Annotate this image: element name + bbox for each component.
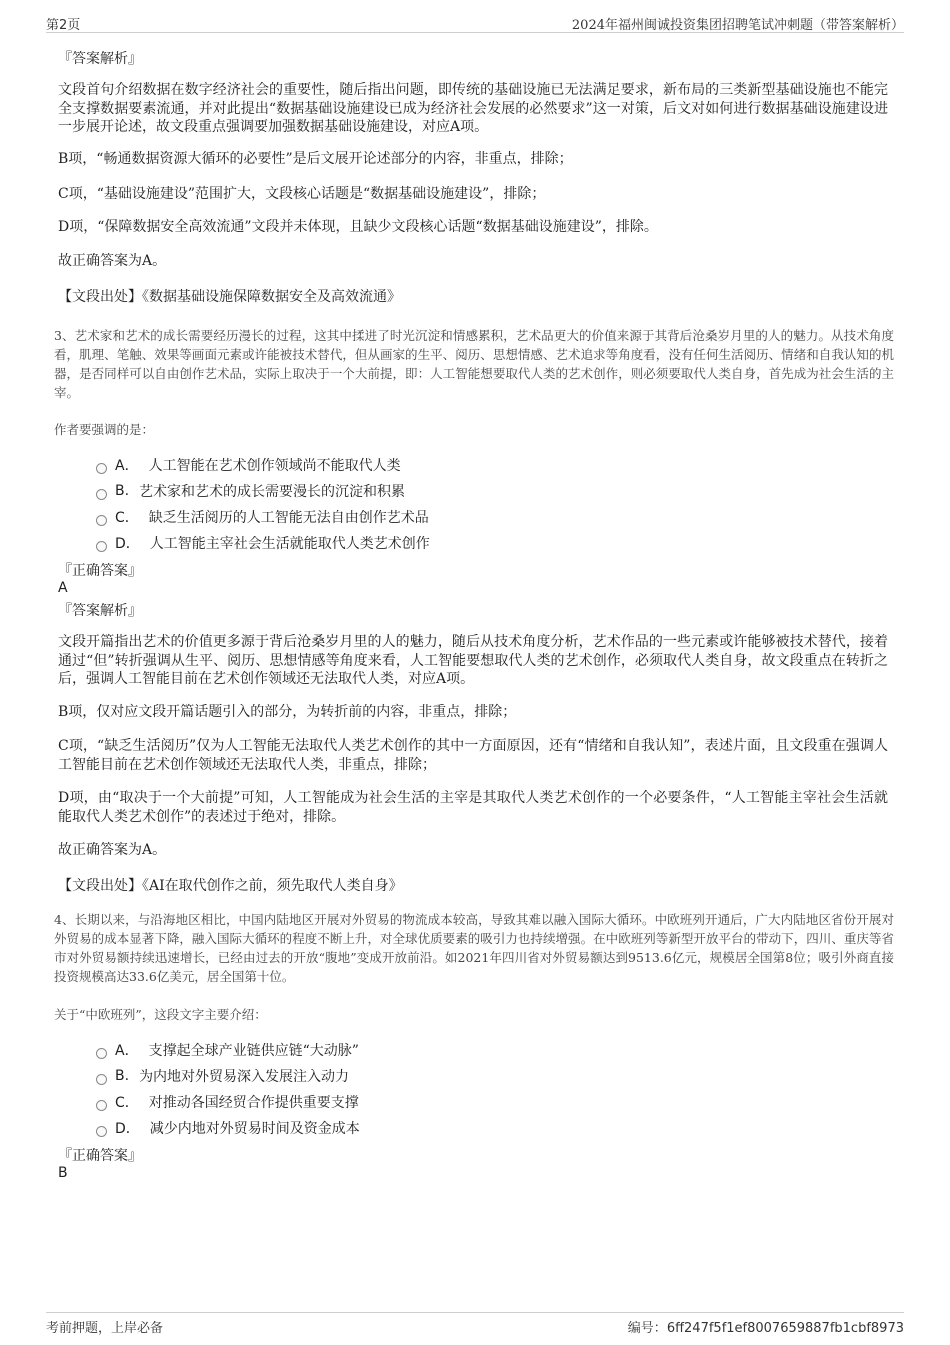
q3-analysis-para: 文段开篇指出艺术的价值更多源于背后沧桑岁月里的人的魅力，随后从技术角度分析，艺术作品的一些元素或许能够被技术替代，接着通过“但”转折强调从生平、阅历、思想情感等角度来看，人工智能要想取代人类的艺术创作，必须取代人类自身，故文段重点在转折之后，强调人工智能目前在艺术创作领域还无法取代人类，对应A项。 [58, 634, 888, 687]
q3-answer-label: 『正确答案』 [58, 563, 142, 579]
option-text: 支撑起全球产业链供应链“大动脉” [148, 1043, 359, 1059]
q3-source: 【文段出处】《AI在取代创作之前，须先取代人类自身》 [58, 878, 403, 894]
q3-answer: A [58, 580, 68, 596]
radio-icon[interactable] [96, 1100, 107, 1111]
q3-answer-line: 故正确答案为A。 [58, 842, 167, 858]
q4-answer: B [58, 1165, 68, 1181]
option-letter: A． [115, 458, 139, 474]
q3-option-c[interactable] [96, 507, 429, 527]
option-text: 为内地对外贸易深入发展注入动力 [139, 1069, 350, 1085]
q2-analysis-para: B项，“畅通数据资源大循环的必要性”是后文展开论述部分的内容，非重点，排除； [58, 151, 573, 167]
q3-stem: 3、艺术家和艺术的成长需要经历漫长的过程，这其中揉进了时光沉淀和情感累积，艺术品更大的价值来源于其背后沧桑岁月里的人的魅力。从技术角度看，肌理、笔触、效果等画面元素或许能被技术替代，但从画家的生平、阅历、思想情感、艺术追求等角度看，没有任何生活阅历、情绪和自我认知的机器，是否同样可以自由创作艺术品，实际上取决于一个大前提，即：人工智能想要取代人类的艺术创作，则必须要取代人类自身，首先成为社会生活的主宰。 [54, 328, 894, 400]
q3-option-b[interactable] [96, 481, 405, 501]
option-text: 艺术家和艺术的成长需要漫长的沉淀和积累 [139, 484, 406, 500]
option-text: 缺乏生活阅历的人工智能无法自由创作艺术品 [148, 510, 429, 526]
q2-analysis-para: C项，“基础设施建设”范围扩大，文段核心话题是“数据基础设施建设”，排除； [58, 186, 546, 202]
page-footer [46, 1312, 904, 1335]
q3-analysis-label: 『答案解析』 [58, 603, 142, 619]
radio-icon[interactable] [96, 1074, 107, 1085]
q3-option-d[interactable] [96, 533, 430, 553]
page-number: 第2页 [46, 18, 81, 33]
q2-source: 【文段出处】《数据基础设施保障数据安全及高效流通》 [58, 289, 401, 305]
q2-answer-line: 故正确答案为A。 [58, 253, 167, 269]
page-header [46, 12, 904, 33]
q4-option-a[interactable] [96, 1040, 359, 1060]
option-letter: A． [115, 1043, 139, 1059]
q3-analysis-para: D项，由“取决于一个大前提”可知，人工智能成为社会生活的主宰是其取代人类艺术创作的一个必要条件，“人工智能主宰社会生活就能取代人类艺术创作”的表述过于绝对，排除。 [58, 790, 888, 825]
radio-icon[interactable] [96, 1048, 107, 1059]
option-letter: B. [115, 483, 130, 499]
option-letter: C． [115, 1095, 139, 1111]
option-letter: D． [115, 536, 140, 552]
q2-analysis-para: D项，“保障数据安全高效流通”文段并未体现，且缺少文段核心话题“数据基础设施建设”，排除。 [58, 219, 658, 235]
radio-icon[interactable] [96, 1126, 107, 1137]
footer-slogan: 考前押题，上岸必备 [46, 1321, 164, 1336]
q2-analysis-para: 文段首句介绍数据在数字经济社会的重要性，随后指出问题，即传统的基础设施已无法满足要求，新布局的三类新型基础设施也不能完全支撑数据要素流通，并对此提出“数据基础设施建设已成为经济社会发展的必然要求”这一对策，后文对如何进行数据基础设施建设进一步展开论述，故文段重点强调要加强数据基础设施建设，对应A项。 [58, 82, 888, 135]
q4-option-d[interactable] [96, 1118, 360, 1138]
radio-icon[interactable] [96, 463, 107, 474]
q4-option-c[interactable] [96, 1092, 359, 1112]
q4-stem: 4、长期以来，与沿海地区相比，中国内陆地区开展对外贸易的物流成本较高，导致其难以融入国际大循环。中欧班列开通后，广大内陆地区省份开展对外贸易的成本显著下降，融入国际大循环的程度不断上升，对全球优质要素的吸引力也持续增强。在中欧班列等新型开放平台的带动下，四川、重庆等省市对外贸易额持续迅速增长，已经由过去的开放“腹地”变成开放前沿。如2021年四川省对外贸易额达到9513.6亿元，规模居全国第8位；吸引外商直接投资规模高达33.6亿美元，居全国第十位。 [54, 912, 894, 984]
q2-analysis-label: 『答案解析』 [58, 51, 142, 67]
radio-icon[interactable] [96, 515, 107, 526]
q3-prompt: 作者要强调的是： [54, 422, 155, 437]
radio-icon[interactable] [96, 489, 107, 500]
option-text: 减少内地对外贸易时间及资金成本 [149, 1121, 360, 1137]
q3-analysis-para: B项，仅对应文段开篇话题引入的部分，为转折前的内容，非重点，排除； [58, 704, 517, 720]
option-text: 人工智能主宰社会生活就能取代人类艺术创作 [149, 536, 430, 552]
q4-option-b[interactable] [96, 1066, 349, 1086]
radio-icon[interactable] [96, 541, 107, 552]
option-text: 对推动各国经贸合作提供重要支撑 [148, 1095, 359, 1111]
q4-prompt: 关于“中欧班列”，这段文字主要介绍： [54, 1007, 267, 1022]
option-letter: C． [115, 510, 139, 526]
document-title: 2024年福州闽诚投资集团招聘笔试冲刺题（带答案解析） [571, 18, 904, 33]
document-id-value: 6ff247f5f1ef8007659887fb1cbf8973 [666, 1321, 904, 1336]
option-letter: B. [115, 1068, 130, 1084]
q3-analysis-para: C项，“缺乏生活阅历”仅为人工智能无法取代人类艺术创作的其中一方面原因，还有“情绪和自我认知”，表述片面，且文段重在强调人工智能目前在艺术创作领域还无法取代人类，非重点，排除； [58, 738, 888, 773]
document-id [628, 1317, 904, 1336]
q4-answer-label: 『正确答案』 [58, 1148, 142, 1164]
option-letter: D． [115, 1121, 140, 1137]
document-id-label: 编号： [627, 1321, 667, 1336]
q3-option-a[interactable] [96, 455, 401, 475]
option-text: 人工智能在艺术创作领域尚不能取代人类 [148, 458, 401, 474]
